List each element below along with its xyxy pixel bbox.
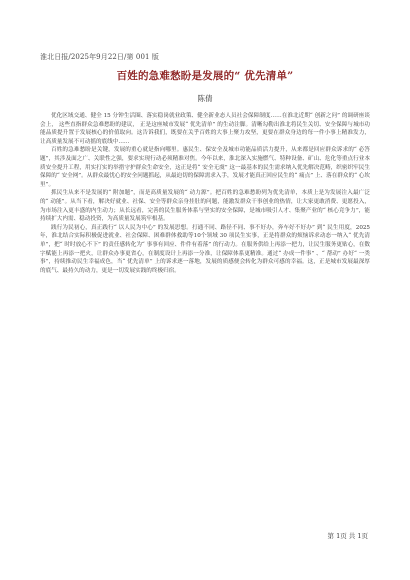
author-name: 陈倩 [197, 94, 213, 103]
article-body [40, 112, 370, 275]
page-number: 第 1页 共 1页 [327, 532, 368, 540]
paragraph-4: 践行为民初心，真正践行“ 以人民为中心” 的发展思想。打通不同、路径不同、事不好办，奔车好不好办” 到“ 民生用度，2025年，淮北结合实际积极促进就业、社会保障、困难群体救助等10个领域 30 项民生实事，正是将群众的烦恼诉求动态一纳入“ 优先清单”，把“ 时时放心不下” 的责任感转化为“ 事事有回应、件件有着落” 的行动力。在服务供给上再添一把力，让民生服务更贴心，在数字赋能上再添一把火，让群众办事更省心，在制度设计上再添一分准，让保障体系更精准。通过“ 办成一件事” 、“ 帮动” 办好“ 一类事”，持续推动民生幸福成色，当“ 优先清单” 上的诉求逐一落地，发展的质感便会转化为群众可感的幸福。这，正是城市发展最深厚的底气、最持久的动力，更是一切发展实践的终极归宿。 [40, 224, 370, 274]
paragraph-1: 优化区域交通、健全 15 分钟生活圈、落实稳岗就业政策、健全新业态人员社会保障制度……在淮北近期“ 创新之问” 的调研座谈会上， 这些直指群众急难愁盼的建议， 正是这座城市发展“ 优先清单” 的生动注脚。清晰勾勒出淮北将民生关切、安全保障与城市功能品质提升置于发展核心的价值取向。这告诉我们，既要在关乎百姓的大事上聚力攻坚，更要在群众身边的每一件小事上精准发力，让高质量发展不可动摇的底线中…… [40, 113, 370, 145]
paragraph-3: 抓民生从来不是发展的“ 附加题”，而是高质量发展的“ 动力源”。把百姓的急难愁盼列为优先清单，本质上是为发展注入最广泛的“ 动能”。从当下看，解决好就业、社保、安全等群众亲身挂肚的问题，能激发群众干事创业的热情，让大家更敢消费、更愿投入，为市场注入更丰盛的内生动力；从长远看，完善的民生服务体系与坚实的安全保障，是城市吸引人才、集聚产业的“ 核心竞争力”，能持续扩大内需、稳动投资，为高质量发展筑牢根基。 [40, 190, 370, 223]
paragraph-2: 百姓的急难愁盼是关键，发展的重心就是指向哪里。惠民生、保安全及城市功能品质活力提升，从来都是回应群众诉求的“ 必答题”，其涉及面之广、关联性之强，要求实现行动必须精准对焦。今年以来，淮北深入实施燃气、特种设备、矿山、危化等重点行业本质安全提升工程，用实打实的举措守护群众生命安全，这正是将“ 安全无虞” 这一最基本的民生需求纳入优先解决范畴，织密织牢民生保障的“ 安全网”。从群众最忧心的安全问题抓起，从最迫切的保障需求入手，发展才能真正回应民生的“ 痛点” 上、落在群众的“ 心坎里”。 [40, 147, 370, 188]
dateline: 淮北日报/2025年9月22日/第 001 版 [40, 53, 160, 61]
article-title: 百姓的急难愁盼是发展的“ 优先清单” [116, 70, 294, 82]
